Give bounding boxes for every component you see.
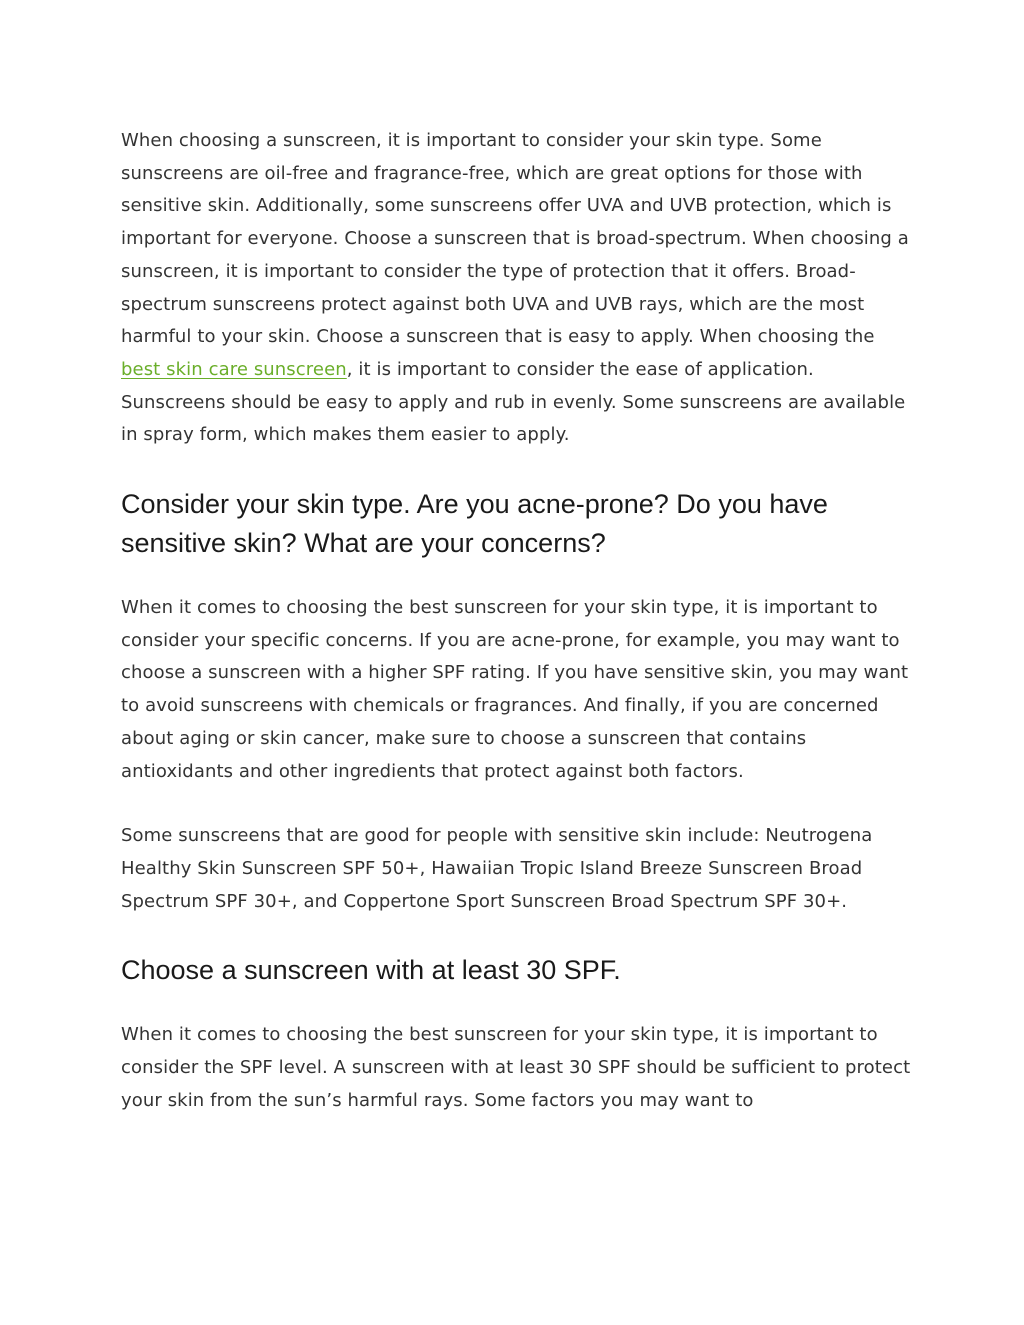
paragraph-spf-level: When it comes to choosing the best sunscreen for your skin type, it is important to consider the SPF level. A sunscreen with at least 30 SPF should be sufficient to protect your skin from the sun’s harmful rays. Some factors you may want to [121, 1024, 911, 1111]
heading-spf-30: Choose a sunscreen with at least 30 SPF. [121, 955, 621, 986]
paragraph-specific-concerns: When it comes to choosing the best sunscreen for your skin type, it is important to consider your specific concerns. If you are acne-prone, for example, you may want to choose a sunscreen with a higher SPF rating. If you have sensitive skin, you may want to avoid sunscreens with chemicals or fragrances. And finally, if you are concerned about aging or skin cancer, make sure to choose a sunscreen that contains antioxidants and other ingredients that protect against both factors. [121, 597, 909, 782]
heading-consider-skin-type: Consider your skin type. Are you acne-prone? Do you have sensitive skin? What are your concerns? [121, 489, 828, 559]
paragraph-text-after-link: , it is important to consider the ease of application. Sunscreens should be easy to apply and rub in evenly. Some sunscreens are available in spray form, which makes them easier to apply. [121, 358, 906, 446]
document-page [121, 125, 911, 1117]
paragraph-text-before-link: When choosing a sunscreen, it is important to consider your skin type. Some sunscreens are oil-free and fragrance-free, which are great options for those with sensitive skin. Additionally, some sunscreens offer UVA and UVB protection, which is important for everyone. Choose a sunscreen that is broad-spectrum. When choosing a sunscreen, it is important to consider the type of protection that it offers. Broad-spectrum sunscreens protect against both UVA and UVB rays, which are the most harmful to your skin. Choose a sunscreen that is easy to apply. When choosing the [121, 130, 909, 348]
paragraph-sensitive-skin-products: Some sunscreens that are good for people with sensitive skin include: Neutrogena Healthy Skin Sunscreen SPF 50+, Hawaiian Tropic Island Breeze Sunscreen Broad Spectrum SPF 30+, and Coppertone Sport Sunscreen Broad Spectrum SPF 30+. [121, 825, 873, 912]
paragraph-sunscreen-skin-type [121, 125, 911, 452]
best-skin-care-sunscreen-link[interactable]: best skin care sunscreen [121, 358, 347, 380]
